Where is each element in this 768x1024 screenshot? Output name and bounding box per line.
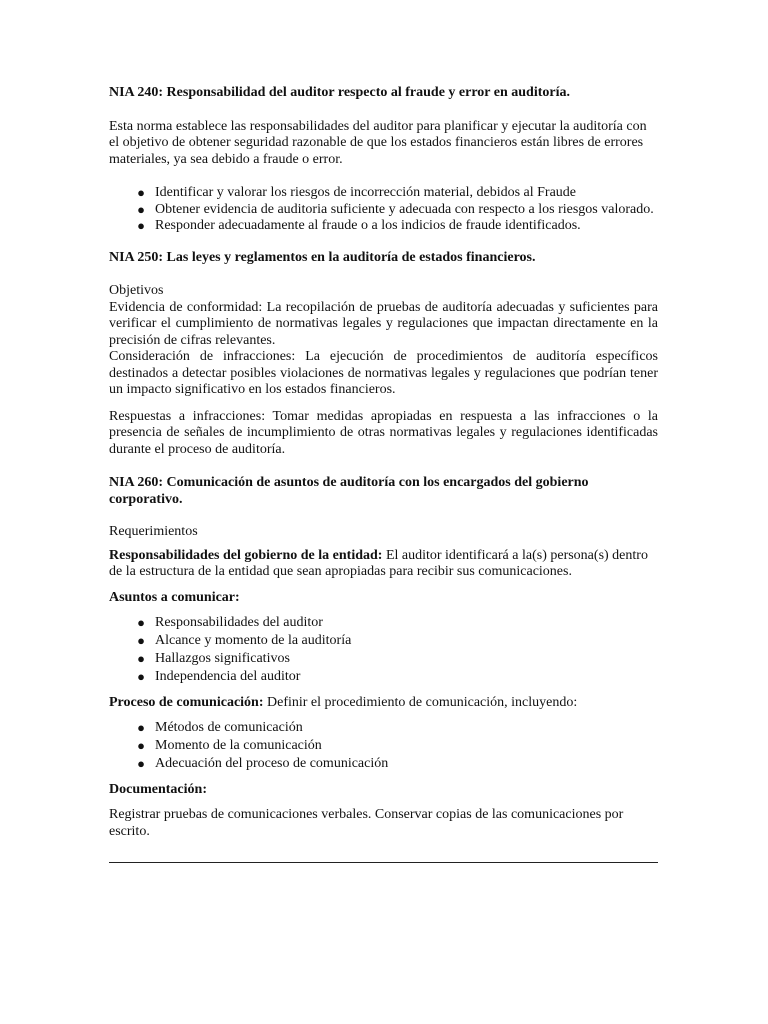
bullet-dot-icon: ● — [137, 185, 145, 200]
nia240-intro: Esta norma establece las responsabilidades del auditor para planificar y ejecutar la auditoría con el objetivo de obtener seguridad razonable de que los estados financieros están libres de errores materiales, ya sea debido a fraude o error. — [109, 118, 647, 167]
nia250-evidencia: Evidencia de conformidad: La recopilación de pruebas de auditoría adecuadas y suficientes para verificar el cumplimiento de normativas legales y regulaciones que impactan directamente en la precisión de cifras relevantes. — [109, 299, 658, 348]
list-item: ● Hallazgos significativos — [109, 651, 658, 668]
bullet-dot-icon: ● — [137, 738, 145, 753]
nia260-requerimientos-label: Requerimientos — [109, 524, 198, 539]
nia260-heading: NIA 260: Comunicación de asuntos de auditoría con los encargados del gobierno corporativo. — [109, 475, 589, 507]
nia250-respuestas: Respuestas a infracciones: Tomar medidas apropiadas en respuesta a las infracciones o la presencia de señales de incumplimiento de otras normativas legales y regulaciones identificadas durante el proceso de auditoría. — [109, 408, 658, 457]
nia260-asuntos-label: Asuntos a comunicar: — [109, 589, 240, 605]
nia260-asuntos-list — [109, 615, 658, 686]
bullet-dot-icon: ● — [137, 720, 145, 735]
bottom-rule — [109, 862, 658, 863]
nia250-objetivos-label: Objetivos — [109, 283, 164, 298]
list-item: ● Momento de la comunicación — [109, 738, 658, 755]
list-item: ● Responder adecuadamente al fraude o a los indicios de fraude identificados. — [109, 218, 658, 235]
document-body — [109, 85, 658, 840]
list-item: ● Independencia del auditor — [109, 669, 658, 686]
nia260-documentacion-text: Registrar pruebas de comunicaciones verbales. Conservar copias de las comunicaciones por escrito. — [109, 807, 624, 839]
nia260-documentacion-label: Documentación: — [109, 781, 207, 797]
nia260-resp-gobierno — [109, 548, 658, 581]
bullet-dot-icon: ● — [137, 633, 145, 648]
nia240-heading: NIA 240: Responsabilidad del auditor respecto al fraude y error en auditoría. — [109, 85, 570, 100]
bullet-dot-icon: ● — [137, 669, 145, 684]
bullet-dot-icon: ● — [137, 651, 145, 666]
bullet-dot-icon: ● — [137, 201, 145, 217]
resp-gobierno-text: El auditor identificará a la(s) persona(s) dentro de la estructura de la entidad que sean apropiadas para recibir sus comunicaciones. — [109, 547, 648, 579]
list-item: ● Responsabilidades del auditor — [109, 615, 658, 632]
bullet-dot-icon: ● — [137, 756, 145, 771]
nia250-consideracion: Consideración de infracciones: La ejecución de procedimientos de auditoría específicos destinados a detectar posibles violaciones de normativas legales y regulaciones que podrían tener un impacto significativo en los estados financieros. — [109, 349, 658, 397]
list-item: ● Alcance y momento de la auditoría — [109, 633, 658, 650]
proceso-text: Definir el procedimiento de comunicación, incluyendo: — [263, 694, 578, 710]
bullet-dot-icon: ● — [137, 615, 145, 630]
nia250-heading: NIA 250: Las leyes y reglamentos en la auditoría de estados financieros. — [109, 249, 536, 265]
nia240-bullet-list — [109, 185, 658, 235]
nia260-proceso — [109, 695, 658, 712]
list-item: ● Métodos de comunicación — [109, 720, 658, 737]
resp-gobierno-label: Responsabilidades del gobierno de la entidad: — [109, 547, 383, 563]
bullet-dot-icon: ● — [137, 218, 145, 233]
nia260-proceso-list — [109, 720, 658, 773]
proceso-label: Proceso de comunicación: — [109, 694, 264, 710]
list-item: ● Obtener evidencia de auditoria suficiente y adecuada con respecto a los riesgos valorado. — [109, 202, 658, 219]
list-item: ● Adecuación del proceso de comunicación — [109, 756, 658, 773]
list-item: ● Identificar y valorar los riesgos de incorrección material, debidos al Fraude — [109, 185, 658, 202]
